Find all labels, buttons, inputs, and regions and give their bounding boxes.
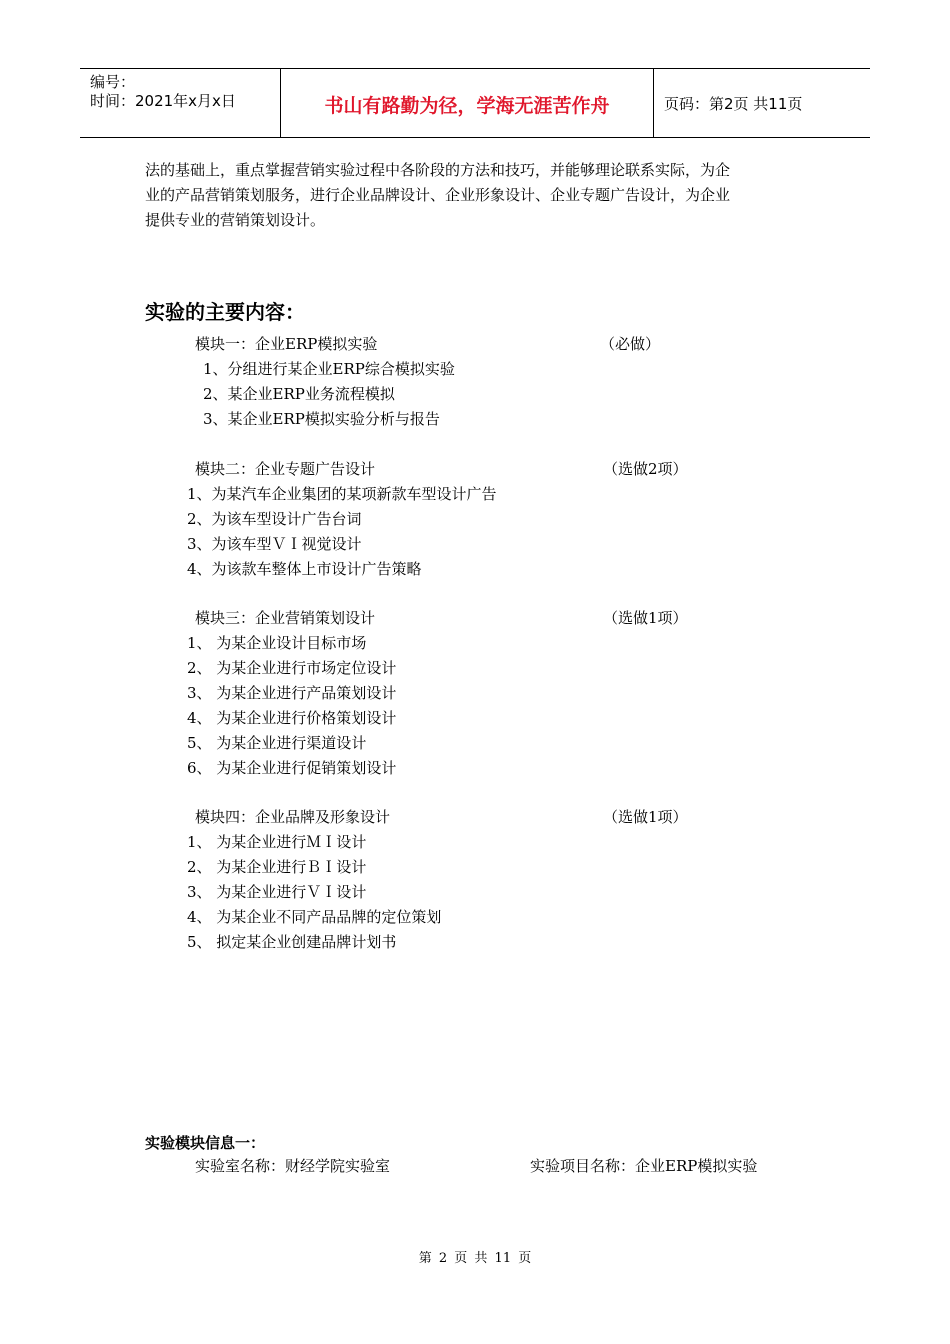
module-item: 2、某企业ERP业务流程模拟 [203,385,395,403]
page-footer: 第 2 页 共 11 页 [418,1251,532,1266]
module-item: 1、分组进行某企业ERP综合模拟实验 [203,360,455,378]
module-note: （选做1项） [603,609,688,627]
module-note: （选做2项） [603,460,688,478]
doc-date: 时间：2021年x月x日 [90,92,236,110]
module-title: 模块一：企业ERP模拟实验 [195,335,378,353]
module-item: 4、 为某企业不同产品品牌的定位策划 [187,908,442,926]
module-item: 3、 为某企业进行产品策划设计 [187,684,397,702]
module-item: 5、 为某企业进行渠道设计 [187,734,367,752]
module-item: 3、 为某企业进行ＶＩ设计 [187,883,367,901]
main-heading: 实验的主要内容： [145,300,305,324]
module-item: 2、 为某企业进行市场定位设计 [187,659,397,677]
module-item: 3、为该车型ＶＩ视觉设计 [187,535,362,553]
module-item: 1、为某汽车企业集团的某项新款车型设计广告 [187,485,497,503]
module-item: 4、为该款车整体上市设计广告策略 [187,560,422,578]
module-item: 4、 为某企业进行价格策划设计 [187,709,397,727]
module-item: 2、 为某企业进行ＢＩ设计 [187,858,367,876]
module-title: 模块四：企业品牌及形象设计 [195,808,391,826]
intro-line: 提供专业的营销策划设计。 [145,211,326,229]
module-item: 5、 拟定某企业创建品牌计划书 [187,933,397,951]
module-note: （选做1项） [603,808,688,826]
doc-number-label: 编号： [90,73,136,91]
module-item: 2、为该车型设计广告台词 [187,510,362,528]
intro-line: 法的基础上，重点掌握营销实验过程中各阶段的方法和技巧，并能够理论联系实际，为企 [145,161,731,179]
module-item: 1、 为某企业设计目标市场 [187,634,367,652]
module-title: 模块二：企业专题广告设计 [195,460,376,478]
module-title: 模块三：企业营销策划设计 [195,609,376,627]
lab-name: 实验室名称：财经学院实验室 [195,1157,391,1175]
module-item: 1、 为某企业进行ＭＩ设计 [187,833,367,851]
page-header [80,68,870,138]
module-item: 3、某企业ERP模拟实验分析与报告 [203,410,440,428]
header-page-number: 页码：第2页 共11页 [664,95,803,113]
header-right-cell [654,69,870,137]
module-item: 6、 为某企业进行促销策划设计 [187,759,397,777]
header-center-cell [281,69,654,137]
module-info-heading: 实验模块信息一： [145,1134,266,1152]
module-note: （必做） [600,335,661,353]
intro-line: 业的产品营销策划服务，进行企业品牌设计、企业形象设计、企业专题广告设计，为企业 [145,186,731,204]
project-name: 实验项目名称：企业ERP模拟实验 [530,1157,758,1175]
header-motto: 书山有路勤为径，学海无涯苦作舟 [324,95,610,117]
header-left-cell [80,69,281,137]
